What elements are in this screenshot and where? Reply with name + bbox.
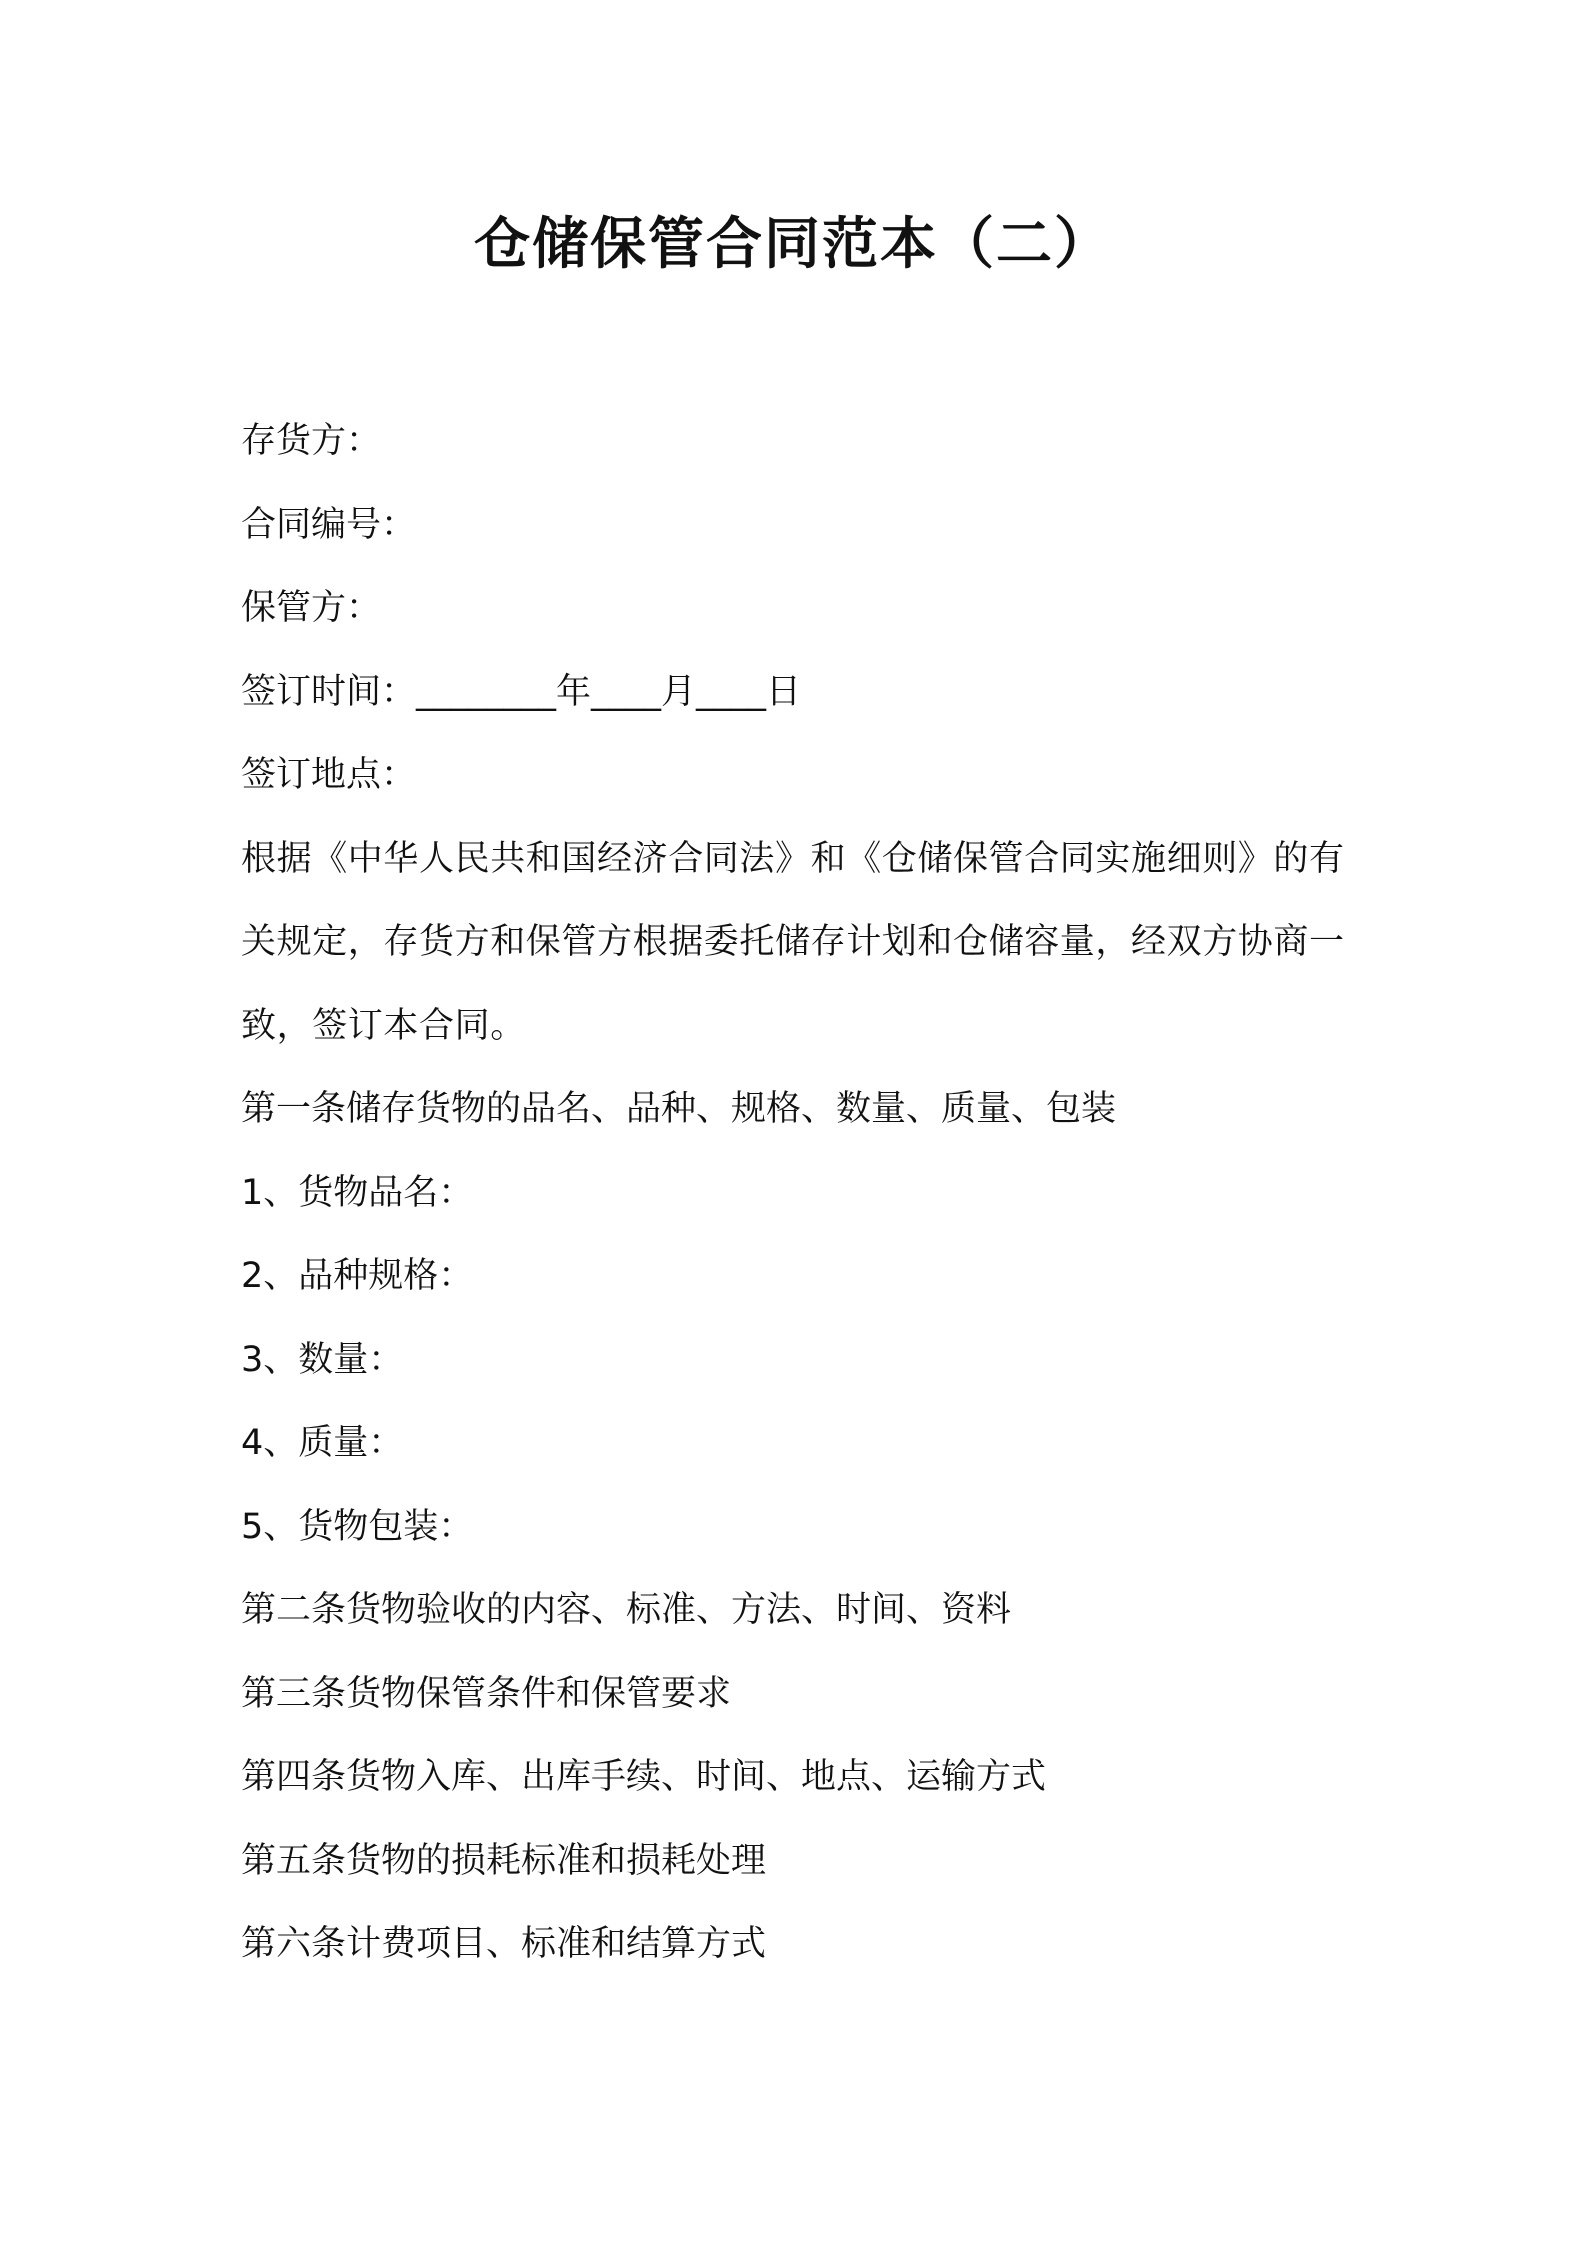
- depositor-field: 存货方：: [241, 421, 382, 461]
- article-1-item-variety-spec: 2、品种规格：: [241, 1256, 474, 1296]
- article-4-heading: 第四条货物入库、出库手续、时间、地点、运输方式: [241, 1757, 1047, 1797]
- article-1-item-quantity: 3、数量：: [241, 1339, 404, 1380]
- article-1-item-packaging: 5、货物包装：: [241, 1506, 474, 1547]
- article-2-heading: 第二条货物验收的内容、标准、方法、时间、资料: [241, 1590, 1012, 1630]
- article-3-heading: 第三条货物保管条件和保管要求: [241, 1673, 732, 1714]
- signing-place-field: 签订地点：: [241, 755, 417, 795]
- custodian-field: 保管方：: [241, 588, 382, 628]
- article-5-heading: 第五条货物的损耗标准和损耗处理: [241, 1840, 767, 1881]
- signing-date-field: 签订时间：________年____月____日: [241, 671, 802, 712]
- preamble-paragraph: 根据《中华人民共和国经济合同法》和《仓储保管合同实施细则》的有关规定，存货方和保管方根据委托储存计划和仓储容量，经双方协商一致，签订本合同。: [241, 838, 1345, 1046]
- document-title: 仓储保管合同范本（二）: [474, 212, 1112, 277]
- article-6-heading: 第六条计费项目、标准和结算方式: [241, 1924, 767, 1964]
- document-body: [241, 400, 1351, 1987]
- article-1-item-quality: 4、质量：: [241, 1423, 404, 1463]
- article-1-item-goods-name: 1、货物品名：: [241, 1172, 474, 1213]
- article-1-heading: 第一条储存货物的品名、品种、规格、数量、质量、包装: [241, 1089, 1117, 1129]
- contract-number-field: 合同编号：: [241, 504, 417, 545]
